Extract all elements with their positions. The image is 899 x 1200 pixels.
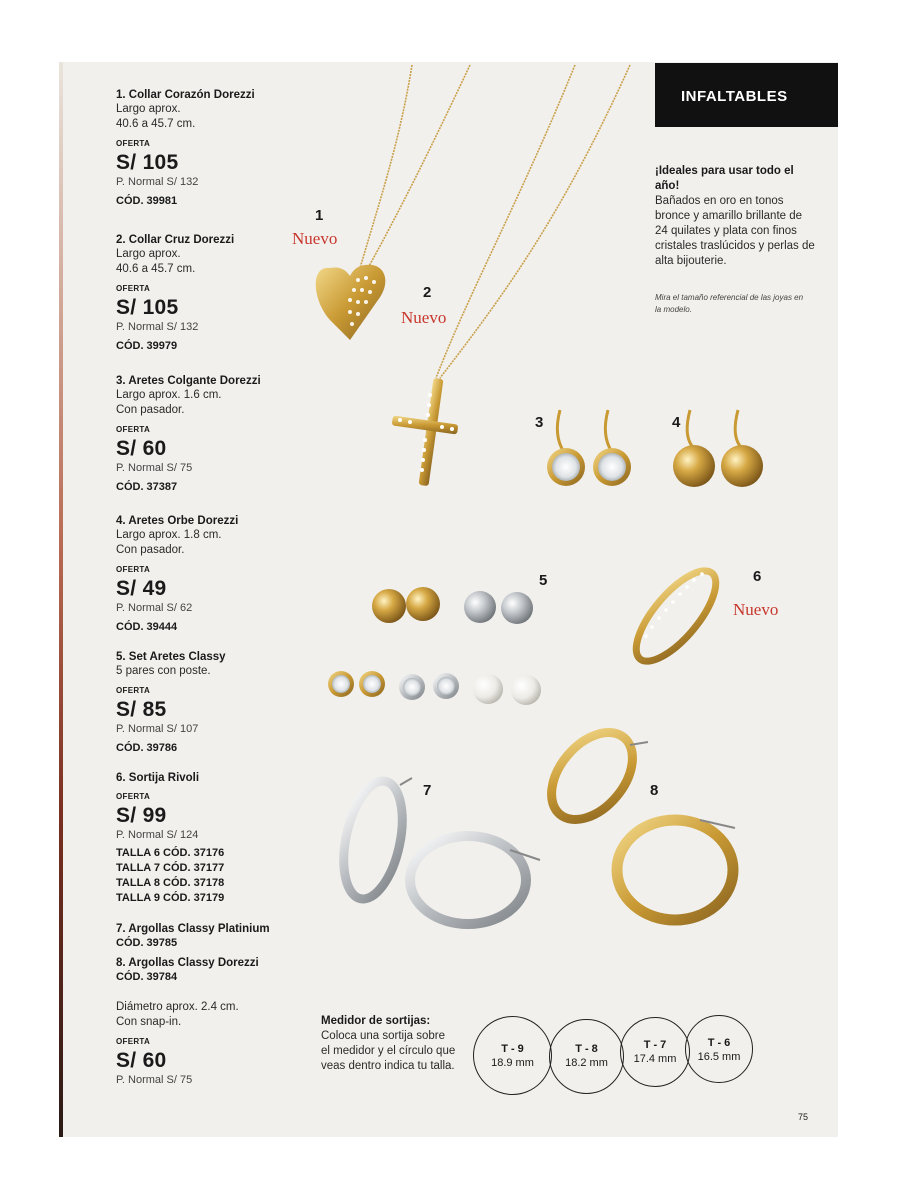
ring-sizer-title: Medidor de sortijas: xyxy=(321,1015,431,1027)
offer-label: OFERTA xyxy=(116,686,151,695)
product-desc: 40.6 a 45.7 cm. xyxy=(116,263,196,275)
offer-price: S/ 60 xyxy=(116,437,167,460)
offer-price: S/ 60 xyxy=(116,1049,167,1072)
ring-size-6 xyxy=(685,1015,753,1083)
label-7: 7 xyxy=(423,782,432,799)
product-desc: Largo aprox. 1.8 cm. xyxy=(116,529,222,541)
size-label: T - 9 xyxy=(501,1043,524,1055)
offer-label: OFERTA xyxy=(116,792,151,801)
offer-price: S/ 105 xyxy=(116,296,179,319)
size-mm: 18.2 mm xyxy=(565,1057,608,1069)
necklace-cross xyxy=(392,65,630,486)
normal-price: P. Normal S/ 62 xyxy=(116,602,193,614)
product-3 xyxy=(116,374,296,494)
ring-size-7 xyxy=(620,1017,690,1087)
product-name: 6. Sortija Rivoli xyxy=(116,772,200,784)
product-code: CÓD. 39784 xyxy=(116,971,178,983)
product-desc: Con pasador. xyxy=(116,404,185,416)
product-code: CÓD. 39785 xyxy=(116,937,178,949)
ring-size-9 xyxy=(473,1016,552,1095)
product-desc: 40.6 a 45.7 cm. xyxy=(116,118,196,130)
offer-label: OFERTA xyxy=(116,425,151,434)
normal-price: P. Normal S/ 132 xyxy=(116,321,199,333)
product-name: 7. Argollas Classy Platinium xyxy=(116,923,270,935)
nuevo-badge-1: Nuevo xyxy=(292,229,338,248)
size-note: Mira el tamaño referencial de las joyas en la modelo. xyxy=(655,293,804,314)
product-name: 1. Collar Corazón Dorezzi xyxy=(116,89,255,101)
normal-price: P. Normal S/ 75 xyxy=(116,462,193,474)
product-5 xyxy=(116,650,296,755)
product-7-8 xyxy=(116,922,296,1087)
earring-set xyxy=(328,587,541,705)
product-name: 5. Set Aretes Classy xyxy=(116,651,226,663)
necklace-heart xyxy=(316,65,470,340)
product-name: 4. Aretes Orbe Dorezzi xyxy=(116,515,239,527)
label-8: 8 xyxy=(650,782,659,799)
intro-lead: ¡Ideales para usar todo el año! xyxy=(655,165,794,192)
label-5: 5 xyxy=(539,572,548,589)
product-4 xyxy=(116,514,296,634)
size-label: T - 8 xyxy=(575,1043,598,1055)
size-code: TALLA 6 CÓD. 37176 xyxy=(116,847,225,859)
ring-size-8 xyxy=(549,1019,624,1094)
earrings-orbe xyxy=(673,410,763,487)
offer-label: OFERTA xyxy=(116,284,151,293)
product-desc: 5 pares con poste. xyxy=(116,665,211,677)
ring-rivoli xyxy=(623,559,729,673)
size-label: T - 7 xyxy=(643,1039,667,1051)
size-mm: 18.9 mm xyxy=(491,1057,534,1069)
offer-price: S/ 49 xyxy=(116,577,167,600)
product-code: CÓD. 39981 xyxy=(116,195,178,207)
size-label: T - 6 xyxy=(707,1037,731,1049)
intro-text: Bañados en oro en tonos bronce y amarillo brillante de 24 quilates y plata con finos cristales traslúcidos y perlas de alta bijouterie. xyxy=(655,195,815,267)
section-header xyxy=(655,63,838,127)
offer-label: OFERTA xyxy=(116,139,151,148)
offer-price: S/ 105 xyxy=(116,151,179,174)
normal-price: P. Normal S/ 107 xyxy=(116,723,199,735)
offer-price: S/ 99 xyxy=(116,804,167,827)
product-desc: Largo aprox. xyxy=(116,103,181,115)
product-name: 3. Aretes Colgante Dorezzi xyxy=(116,375,261,387)
product-name: 8. Argollas Classy Dorezzi xyxy=(116,957,259,969)
earrings-colgante xyxy=(547,410,631,486)
label-3: 3 xyxy=(535,414,544,431)
product-code: CÓD. 37387 xyxy=(116,481,178,493)
ring-sizer-text xyxy=(321,1014,456,1074)
size-code: TALLA 9 CÓD. 37179 xyxy=(116,892,225,904)
size-code: TALLA 7 CÓD. 37177 xyxy=(116,862,225,874)
label-2: 2 xyxy=(423,284,432,301)
ring-sizer-desc: Coloca una sortija sobre el medidor y el círculo que veas dentro indica tu talla. xyxy=(321,1030,456,1072)
product-desc: Con pasador. xyxy=(116,544,185,556)
normal-price: P. Normal S/ 75 xyxy=(116,1074,193,1086)
offer-price: S/ 85 xyxy=(116,698,167,721)
offer-label: OFERTA xyxy=(116,565,151,574)
size-mm: 17.4 mm xyxy=(633,1053,677,1065)
product-desc: Largo aprox. xyxy=(116,248,181,260)
product-desc: Con snap-in. xyxy=(116,1016,182,1028)
nuevo-badge-6: Nuevo xyxy=(733,600,779,619)
size-mm: 16.5 mm xyxy=(697,1051,741,1063)
normal-price: P. Normal S/ 132 xyxy=(116,176,199,188)
section-title: INFALTABLES xyxy=(681,88,788,105)
product-desc: Largo aprox. 1.6 cm. xyxy=(116,389,222,401)
product-name: 2. Collar Cruz Dorezzi xyxy=(116,234,235,246)
product-1 xyxy=(116,88,296,208)
product-desc: Diámetro aprox. 2.4 cm. xyxy=(116,1001,239,1013)
label-4: 4 xyxy=(672,414,681,431)
nuevo-badge-2: Nuevo xyxy=(401,308,447,327)
size-code: TALLA 8 CÓD. 37178 xyxy=(116,877,225,889)
product-code: CÓD. 39444 xyxy=(116,621,178,633)
hoops-platinium xyxy=(334,776,540,924)
product-6 xyxy=(116,771,296,906)
product-code: CÓD. 39786 xyxy=(116,742,178,754)
intro-block xyxy=(655,164,815,269)
product-code: CÓD. 39979 xyxy=(116,340,178,352)
label-6: 6 xyxy=(753,568,762,585)
label-1: 1 xyxy=(315,207,324,224)
hoops-dorezzi xyxy=(535,717,735,920)
normal-price: P. Normal S/ 124 xyxy=(116,829,199,841)
product-2 xyxy=(116,233,296,353)
offer-label: OFERTA xyxy=(116,1037,151,1046)
page-number: 75 xyxy=(798,1112,809,1122)
